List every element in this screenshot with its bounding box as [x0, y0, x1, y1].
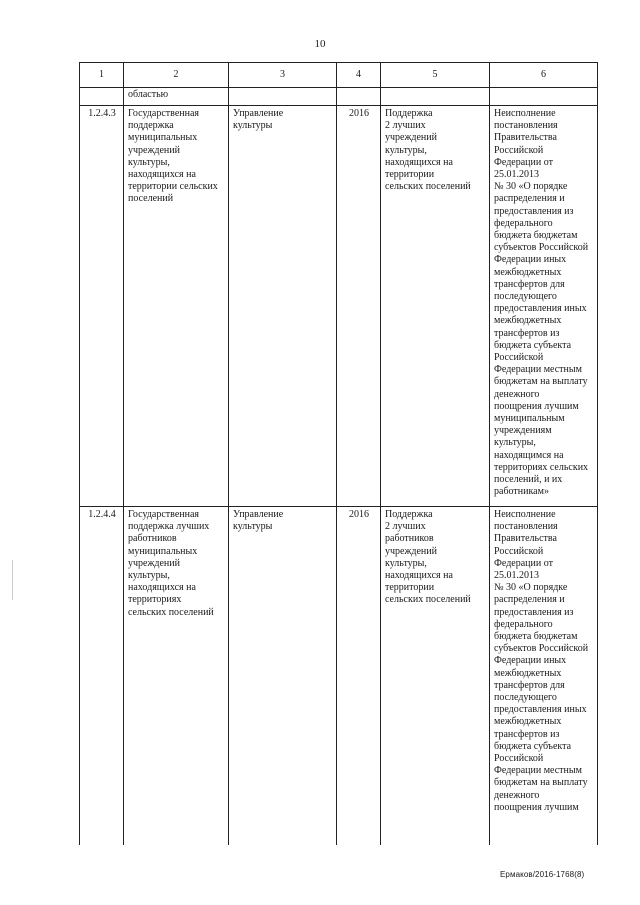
document-reference: Ермаков/2016-1768(8) — [500, 870, 585, 879]
program-table — [79, 62, 598, 845]
year: 2016 — [337, 106, 381, 507]
expected-result: Поддержка 2 лучших работников учреждений культуры, находящихся на территории сельских поселений — [381, 507, 490, 846]
consequences: Неисполнение постановления Правительства Российской Федерации от 25.01.2013 № 30 «О порядке распределения и предоставления из федерального бюджета бюджетам субъектов Российской Федерации иных межбюджетных трансфертов для последующего предоставления иных межбюджетных трансфертов из бюджета субъекта Российской Федерации местным бюджетам на выплату денежного поощрения лучшим — [490, 507, 598, 846]
year: 2016 — [337, 507, 381, 846]
expected-result: Поддержка 2 лучших учреждений культуры, находящихся на территории сельских поселений — [381, 106, 490, 507]
table-cell — [381, 88, 490, 106]
column-header: 2 — [124, 63, 229, 88]
executor: Управление культуры — [229, 106, 337, 507]
column-header: 6 — [490, 63, 598, 88]
table-row-continuation — [80, 88, 598, 106]
row-number: 1.2.4.4 — [80, 507, 124, 846]
column-header: 4 — [337, 63, 381, 88]
executor: Управление культуры — [229, 507, 337, 846]
scan-artifact — [12, 560, 13, 600]
measure-name: Государственная поддержка муниципальных учреждений культуры, находящихся на территории сельских поселений — [124, 106, 229, 507]
table-cell: областью — [124, 88, 229, 106]
measure-name: Государственная поддержка лучших работников муниципальных учреждений культуры, находящихся на территориях сельских поселений — [124, 507, 229, 846]
table-cell — [80, 88, 124, 106]
page-number: 10 — [314, 38, 326, 50]
row-number: 1.2.4.3 — [80, 106, 124, 507]
column-header: 5 — [381, 63, 490, 88]
column-header: 3 — [229, 63, 337, 88]
consequences: Неисполнение постановления Правительства Российской Федерации от 25.01.2013 № 30 «О порядке распределения и предоставления из федерального бюджета бюджетам субъектов Российской Федерации иных межбюджетных трансфертов для последующего предоставления иных межбюджетных трансфертов из бюджета субъекта Российской Федерации местным бюджетам на выплату денежного поощрения лучшим муниципальным учреждениям культуры, находящимся на территориях сельских поселений, и их работникам» — [490, 106, 598, 507]
table-cell — [229, 88, 337, 106]
table-cell — [490, 88, 598, 106]
table-row — [80, 507, 598, 846]
column-header: 1 — [80, 63, 124, 88]
table-row — [80, 106, 598, 507]
table-header-row — [80, 63, 598, 88]
table-cell — [337, 88, 381, 106]
